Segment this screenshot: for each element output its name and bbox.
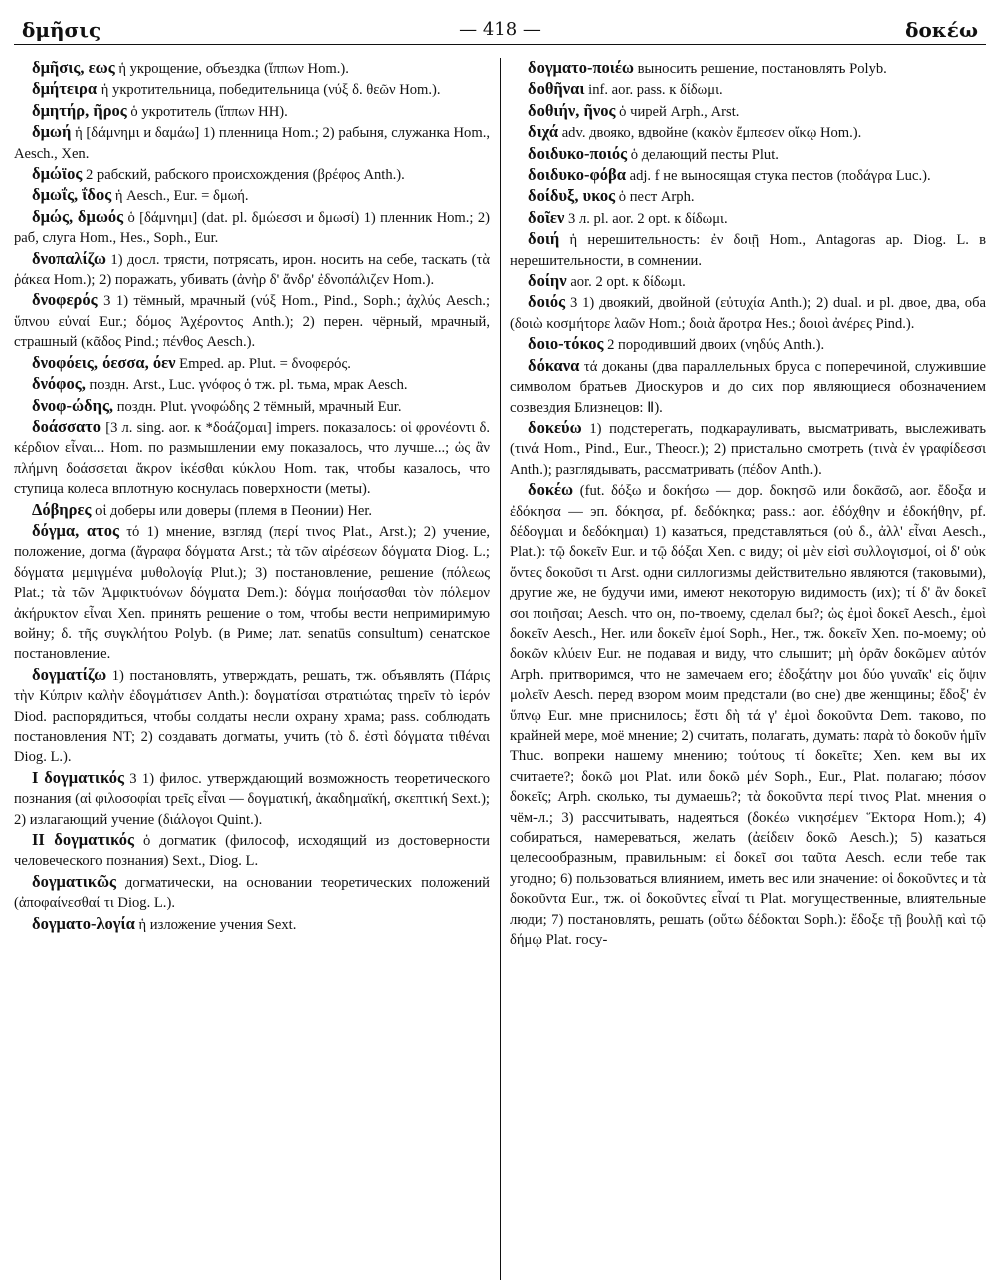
dictionary-entry: [510, 58, 986, 79]
dictionary-entry: [510, 271, 986, 292]
entry-headword: δοίδυξ, υκος: [528, 186, 616, 206]
dictionary-entry: [14, 249, 490, 291]
entry-definition: 2 рабский, рабского происхождения (βρέφος Anth.).: [85, 167, 405, 184]
entry-headword: δοιο-τόκος: [528, 334, 604, 354]
header-left-word: δμῆσις: [22, 18, 102, 42]
entry-definition: adv. двояко, вдвойне (κακὸν ἔμπεσεν οἴκῳ Hom.).: [561, 125, 862, 142]
entry-headword: δνοφ-ώδης,: [32, 395, 114, 415]
dictionary-entry: [510, 480, 986, 950]
entry-headword: δμήτειρα: [32, 79, 98, 99]
dictionary-entry: [14, 768, 490, 830]
entry-definition: adj. f не выносящая стука пестов (ποδάγρα Luc.).: [629, 168, 931, 185]
entry-headword: δμωή: [32, 122, 72, 142]
entry-definition: ἡ [δάμνημι и δαμάω] 1) пленница Hom.; 2) рабыня, служанка Hom., Aesch., Xen.: [14, 125, 490, 162]
entry-headword: δοῖεν: [528, 207, 565, 227]
entry-definition: 1) досл. трясти, потрясать, ирон. носить на себе, таскать (τὰ ῥάκεα Hom.); 2) поражать, убивать (ἀνὴρ δ' ἄνδρ' ἐδνοπάλιζεν Hom.).: [14, 251, 490, 289]
dictionary-entry: [14, 79, 490, 100]
entry-headword: II δογματικός: [32, 830, 134, 850]
dictionary-entry: [14, 101, 490, 122]
entry-definition: 2 породивший двоих (νηδύς Anth.).: [607, 337, 825, 354]
entry-headword: δμώς, δμωός: [32, 206, 124, 226]
dictionary-entry: [14, 290, 490, 352]
entry-definition: ἡ Aesch., Eur. = δμωή.: [114, 188, 249, 205]
entry-definition: поздн. Plut. γνοφώδης 2 тёмный, мрачный Eur.: [116, 398, 402, 415]
dictionary-entry: [14, 914, 490, 935]
entry-headword: I δογματικός: [32, 767, 124, 787]
entry-definition: 1) подстерегать, подкарауливать, высматривать, выслеживать (τινά Hom., Pind., Eur., Theocr.); 2) пристально смотреть (τινὰ ἐν γραφίδεσσι Anth.); разглядывать, рассматривать (πέδον Anth.).: [510, 420, 986, 478]
dictionary-entry: [14, 353, 490, 374]
entry-headword: δνοφερός: [32, 290, 98, 310]
entry-headword: δοκέω: [528, 480, 574, 500]
dictionary-entry: [510, 356, 986, 418]
entry-definition: inf. aor. pass. к δίδωμι.: [588, 82, 723, 99]
dictionary-entry: [510, 208, 986, 229]
entry-headword: δοίην: [528, 271, 567, 291]
entry-headword: δοθῆναι: [528, 79, 585, 99]
entry-headword: δοάσσατο: [32, 416, 102, 436]
entry-headword: δνοπαλίζω: [32, 248, 106, 268]
header-right-word: δοκέω: [905, 18, 978, 42]
entry-definition: 3 1) тёмный, мрачный (νύξ Hom., Pind., Soph.; ἀχλύς Aesch.; ὕπνου εὐναί Eur.; δόμος Ἀχέροντος Anth.); 2) перен. чёрный, мрачный, страшный (κᾶδος Pind.; πένθος Aesch.).: [14, 293, 490, 351]
dictionary-entry: [14, 374, 490, 395]
entry-definition: ὁ [δάμνημι] (dat. pl. δμώεσσι и δμωσί) 1) пленник Hom.; 2) раб, слуга Hom., Hes., Soph., Eur.: [14, 209, 490, 247]
entry-definition: поздн. Arst., Luc. γνόφος ὁ тж. pl. тьма, мрак Aesch.: [89, 377, 408, 394]
entry-definition: ὁ догматик (философ, исходящий из достоверности человеческого познания) Sext., Diog. L.: [14, 833, 490, 870]
dictionary-entry: [14, 207, 490, 249]
entry-definition: 3 л. pl. aor. 2 opt. к δίδωμι.: [568, 210, 728, 227]
entry-headword: δογματο-λογία: [32, 913, 135, 933]
column-divider: [500, 58, 501, 1280]
entry-headword: δμωΐς, ΐδος: [32, 185, 112, 205]
entry-definition: (fut. δόξω и δοκήσω — дор. δοκησῶ или δοκᾱσῶ, aor. ἔδοξα и ἐδόκησα — эп. δόκησα, pf. δεδόκηκα; pass.: aor. ἐδόχθην и ἐδοκήθην, pf. δέδογμαι и δεδόκημαι) 1) казаться, представляться (οὐ δ., ἀλλ' εἶναι Aesch., Plat.): τῷ δοκεῖν Eur. и τῷ δόξαι Xen. с виду; οἱ μὲν εἰσὶ συλλογισμοί, οἱ δ' οὐκ ὄντες δοκοῦσι τι Arst. одни силлогизмы действительно являются (таковыми), другие же, не будучи ими, имеют некоторую видимость (их); τί δ' ἂν δοκεῖ σοι ποιῆσαι; Aesch. что он, по-твоему, сделал бы?; ὡς ἐμοὶ δοκεῖ Aesch., ἐμοὶ δοκεῖν Aesch., Her. или δοκεῖν ἐμοί Soph., Her., тж. δοκεῖν Xen. по-моему; οὐ δοκῶν κλύειν Eur. не подавая и виду, что слышит; μὴ ὁρᾶν δοκῶμεν αὐτόν Arph. притворимся, что не замечаем его; ἐδοξάτην μοι δύο γυναῖκ' εἰς ὄψιν μολεῖν Aesch. перед взором моим предстали (во сне) две женщины; ἔδοξ' ἐν ὕπνῳ Eur. мне приснилось; ἔστι δὴ τά γ' ἐμοὶ δοκοῦντα Dem. таково, по крайней мере, моё мнение; 2) считать, полагать, думать: παρὰ τὸ δοκοῦν ἡμῖν Thuc. вопреки нашему мнению; τούτους τί δοκεῖτε; Xen. кем вы их считаете?; δοκῶ μοι Plat. или δοκῶ μέν Soph., Eur., Plat. полагаю; πόσον δοκεῖς; Arph. сколько, ты думаешь?; τὰ δοκοῦντα περί τινος Plat. мнения о чём-л.; 3) рассчитывать, надеяться (δοκέω νικησέμεν Ἕκτορα Hom.); 4) собираться, намереваться, желать (ἀείδειν δοκῶ Aesch.); 5) казаться целесообразным, правильным: εἰ δοκεῖ σοι ταῦτα Aesch. если тебе так угодно; 6) пользоваться влиянием, иметь вес или значение: οἱ δοκοῦντες и τὰ δοκοῦντα Eur., тж. οἱ δοκοῦντες εἶναί τι Plat. могущественные, влиятельные люди; 7) постановлять, решать (οὕτω δέδοκται Soph.): ἔδοξε τῇ βουλῇ καὶ τῷ δήμῳ Plat. госу-: [510, 483, 986, 949]
entry-headword: δνοφόεις, όεσσα, όεν: [32, 352, 176, 372]
entry-headword: δόγμα, ατος: [32, 520, 119, 540]
running-header: [14, 14, 986, 45]
entry-definition: ἡ изложение учения Sext.: [138, 916, 297, 933]
entry-definition: ὁ делающий песты Plut.: [630, 146, 779, 163]
entry-headword: δνόφος,: [32, 374, 86, 394]
entry-definition: догматически, на основании теоретических положений (ἀποφαίνεσθαί τι Diog. L.).: [14, 874, 490, 912]
entry-headword: δοιδυκο-ποιός: [528, 143, 628, 163]
entry-headword: δοιδυκο-φόβα: [528, 165, 626, 185]
entry-headword: δοιή: [528, 229, 560, 249]
entry-definition: 1) постановлять, утверждать, решать, тж. объявлять (Πάρις τὴν Κύπριν καλὴν ἐδογμάτισεν Anth.): δογματίσαι στρατιώτας τηρεῖν τὸ ἱερόν Diod. распорядиться, чтобы солдаты несли охрану храма; pass. соблюдать постановления NT; 2) создавать догматы, учить (τὸ δ. ἐστὶ δόγματα τιθέναι Diog. L.).: [14, 667, 490, 766]
dictionary-entry: [14, 521, 490, 665]
dictionary-entry: [14, 185, 490, 206]
entry-headword: δοθιήν, ῆνος: [528, 100, 616, 120]
dictionary-entry: [14, 872, 490, 914]
entry-definition: ἡ нерешительность: ἐν δοιῇ Hom., Antagoras ap. Diog. L. в нерешительности, в сомнении.: [510, 232, 986, 269]
dictionary-entry: [510, 144, 986, 165]
entry-definition: τά доканы (два параллельных бруса с поперечиной, служившие символом братьев Диоскуров и до сих пор являющиеся обозначением созвездия Близнецов: Ⅱ).: [510, 358, 986, 416]
entry-definition: aor. 2 opt. к δίδωμι.: [570, 274, 686, 291]
dictionary-entry: [510, 101, 986, 122]
dictionary-entry: [14, 665, 490, 768]
dictionary-entry: [14, 417, 490, 500]
dictionary-entry: [510, 122, 986, 143]
entry-definition: Emped. ap. Plut. = δνοφερός.: [179, 355, 351, 372]
entry-definition: выносить решение, постановлять Polyb.: [637, 61, 887, 77]
dictionary-entry: [14, 830, 490, 872]
entry-definition: [3 л. sing. aor. к *δοάζομαι] impers. показалось: οἱ φρονέοντι δ. κέρδιον εἶναι... Hom. по размышлении ему показалось, что лучше...; ὡς ἂν πλήμνη δοάσσεται ἄκρον ἱκέσθαι κύκλου Hom. так, чтобы казалось, что ступица колеса вплотную коснулась поверхности (меты).: [14, 419, 490, 498]
right-column: [510, 58, 986, 1280]
dictionary-entry: [510, 79, 986, 100]
entry-definition: ὁ пест Arph.: [618, 189, 695, 206]
entry-definition: 3 1) двоякий, двойной (εὐτυχία Anth.); 2) dual. и pl. двое, два, оба (δοιὼ κοσμήτορε λαῶν Hom.; δοιὰ ἄροτρα Hes.; δοιοὶ ἀνέρες Pind.).: [510, 295, 986, 332]
dictionary-entry: [14, 396, 490, 417]
entry-headword: δογματικῶς: [32, 871, 116, 891]
entry-definition: ἡ укротительница, победительница (νύξ δ. θεῶν Hom.).: [100, 82, 441, 99]
dictionary-entry: [510, 292, 986, 334]
page-number: — 418 —: [459, 19, 541, 40]
dictionary-entry: [510, 229, 986, 271]
entry-headword: δόκανα: [528, 355, 580, 375]
entry-headword: δμητήρ, ῆρος: [32, 100, 127, 120]
two-column-body: [14, 58, 986, 1280]
entry-definition: ὁ укротитель (ἵππων HH).: [130, 103, 288, 120]
dictionary-entry: [510, 334, 986, 355]
entry-headword: δοκεύω: [528, 417, 582, 437]
dictionary-entry: [14, 58, 490, 79]
entry-headword: δοιός: [528, 292, 566, 312]
entry-headword: Δόβηρες: [32, 499, 92, 519]
dictionary-entry: [14, 122, 490, 164]
entry-definition: 3 1) филос. утверждающий возможность теоретического познания (αἱ φιλοσοφίαι τρεῖς εἶναι — δογματική, ἀκαδημαϊκή, σκεπτική Sext.); 2) излагающий учение (διάλογοι Quint.).: [14, 770, 490, 828]
dictionary-entry: [14, 500, 490, 521]
left-column: [14, 58, 490, 1280]
entry-definition: τό 1) мнение, взгляд (περί τινος Plat., Arst.); 2) учение, положение, догма (ἄγραφα δόγματα Arst.; τὰ τῶν αἱρέσεων δόγματα Diog. L.; δόγματα μεμιγμένα μυθολογίᾳ Plut.); 3) постановление, решение (πόλεως Plat.; τὰ τῶν Ἀμφικτυόνων δόγματα Dem.): δόγμα ποιήσασθαι τὸν πόλεμον ἀκήρυκτον εἶναι Xen. принять решение о том, чтобы вести непримиримую войну; δ. τῆς συγκλήτου Polyb. (в Риме; лат. senatūs consultum) сенатское постановление.: [14, 523, 490, 663]
entry-headword: δμώϊος: [32, 164, 83, 184]
dictionary-entry: [510, 165, 986, 186]
dictionary-entry: [14, 164, 490, 185]
dictionary-entry: [510, 418, 986, 480]
entry-headword: δογματο-ποιέω: [528, 58, 634, 77]
entry-definition: οἱ доберы или доверы (племя в Пеонии) Her.: [95, 502, 373, 519]
entry-definition: ὁ чирей Arph., Arst.: [619, 103, 740, 120]
entry-definition: ἡ укрощение, объездка (ἵππων Hom.).: [118, 61, 349, 77]
entry-headword: διχά: [528, 122, 559, 142]
entry-headword: δμῆσις, εως: [32, 58, 115, 77]
dictionary-entry: [510, 186, 986, 207]
entry-headword: δογματίζω: [32, 664, 107, 684]
